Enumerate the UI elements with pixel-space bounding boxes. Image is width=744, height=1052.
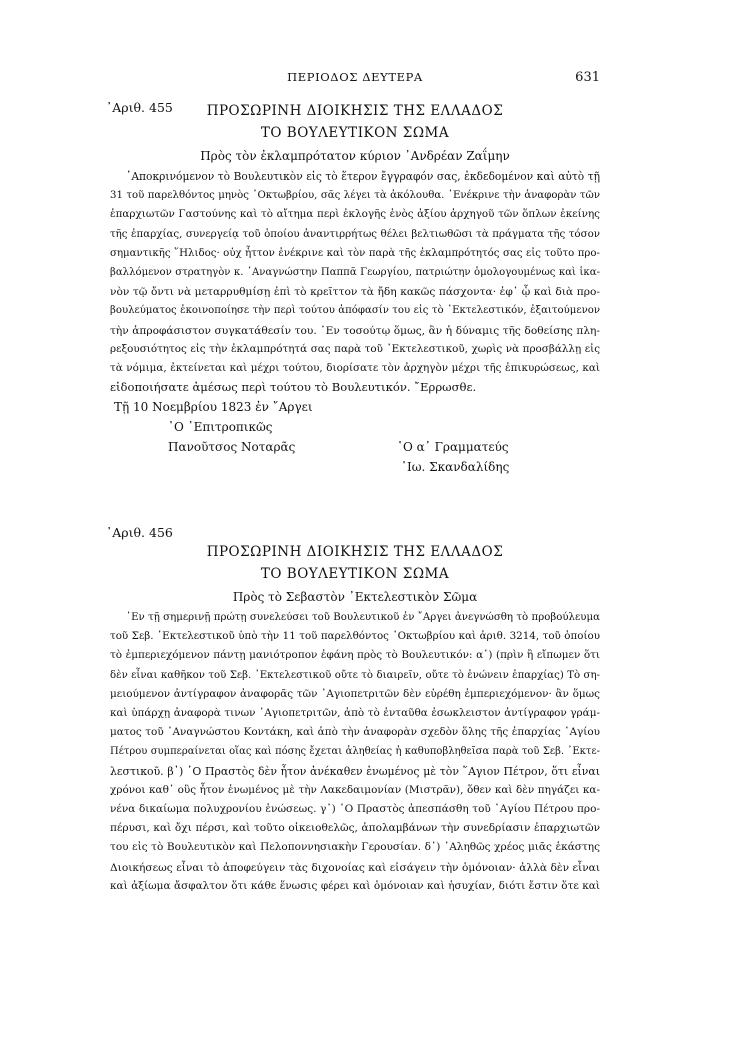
text-line: ἐπαρχιωτῶν Γαστούνης καὶ τὸ αἴτημα περὶ ἐκλογῆς ἑνὸς ἀξίου ἀρχηγοῦ τῶν ὅπλων ἐκείνης (110, 208, 600, 221)
signature-right (397, 437, 509, 477)
signature-left-title: ῾Ο ᾽Επιτροπικῶς (168, 420, 273, 435)
text-line: δὲν εἶναι καθῆκον τοῦ Σεβ. ᾽Εκτελεστικοῦ οὔτε τὸ διαιρεῖν, οὔτε τὸ ἑνώνειν ἐπαρχίας) Τὸ ση- (110, 669, 600, 681)
text-line: τοῦ Σεβ. ᾽Εκτελεστικοῦ ὑπὸ τὴν 11 τοῦ παρελθόντος ᾽Οκτωβρίου καὶ ἀριθ. 3214, τοῦ ὁποίου (110, 630, 600, 643)
text-line: βαλλόμενον στρατηγὸν κ. ᾽Αναγνώστην Παππᾶ Γεωργίου, πατριώτην ὁμολογουμένως καὶ ἱκα- (110, 267, 600, 279)
closing-date: Τῇ 10 Νοεμβρίου 1823 ἐν ῎Αργει (114, 400, 313, 415)
document-subheading: ΤΟ ΒΟΥΛΕΥΤΙΚΟΝ ΣΩΜΑ (260, 566, 450, 582)
text-line: βουλεύματος ἐκοινοποίησε τὴν περὶ τούτου ἀπόφασίν του εἰς τὸ ᾽Εκτελεστικόν, ἐξαιτούμενον (110, 305, 600, 317)
text-line: μειούμενον ἀντίγραφον ἀναφορᾶς τῶν ᾽Αγιοπετριτῶν δὲν εὑρέθη ἐμπεριεχόμενον· ἂν ὅμως (110, 687, 600, 700)
text-line: καὶ ὑπάρχῃ ἀναφορὰ τινων ᾽Αγιοπετριτῶν, ἀπὸ τὸ ἐνταῦθα ἐσωκλειστον ἀντίγραφον γράμ- (110, 707, 600, 720)
addressee: Πρὸς τὸν ἐκλαμπρότατον κύριον ᾽Ανδρέαν Ζαΐμην (200, 149, 510, 163)
text-line: 31 τοῦ παρελθόντος μηνὸς ᾽Οκτωβρίου, σᾶς λέγει τὰ ἀκόλουθα. ᾽Ενέκρινε τὴν ἀναφορὰν τῶν (110, 190, 600, 202)
running-title: ΠΕΡΙΟΔΟΣ ΔΕΥΤΕΡΑ (287, 70, 423, 84)
text-line: καὶ ἀξίωμα ἄσφαλτον ὅτι κάθε ἕνωσις φέρει καὶ ὁμόνοιαν καὶ ἡσυχίαν, διότι ἔστιν ὅτε καὶ (110, 879, 600, 892)
signature-left (152, 417, 295, 457)
document-heading: ΠΡΟΣΩΡΙΝΗ ΔΙΟΙΚΗΣΙΣ ΤΗΣ ΕΛΛΑΔΟΣ (206, 544, 504, 560)
document-number: ᾽Αριθ. 456 (106, 525, 173, 540)
document-number: ᾽Αριθ. 455 (106, 100, 173, 115)
signatures (110, 417, 600, 477)
running-head (110, 70, 600, 88)
page-number: 631 (575, 70, 600, 85)
signature-right-name: ᾽Ιω. Σκανδαλίδης (401, 460, 510, 475)
text-line: σημαντικῆς ῞Ηλιδος· οὐχ ἧττον ἐνέκρινε καὶ τὸν παρὰ τῆς ἐκλαμπρότητός σας εἰς τοῦτο προ- (110, 247, 600, 259)
text-line: τὴν ἀπροφάσιστον συγκατάθεσίν του. ᾽Εν τοσούτῳ ὅμως, ἂν ἡ δύναμις τῆς δοθείσης πλη- (110, 323, 600, 337)
addressee: Πρὸς τὸ Σεβαστὸν ᾽Εκτελεστικὸν Σῶμα (232, 590, 478, 604)
document-body (110, 167, 600, 397)
document-heading: ΠΡΟΣΩΡΙΝΗ ΔΙΟΙΚΗΣΙΣ ΤΗΣ ΕΛΛΑΔΟΣ (206, 103, 504, 119)
signature-left-name: Πανοῦτσος Νοταρᾶς (168, 440, 296, 455)
text-line: ᾽Αποκρινόμενον τὸ Βουλευτικὸν εἰς τὸ ἕτερον ἔγγραφόν σας, ἐκδεδομένον καὶ αὐτὸ τῇ (126, 170, 600, 183)
text-line: τὸ ἐμπεριεχόμενον πάντῃ μανιότροπον ἐφάνη πρὸς τὸ Βουλευτικόν: α᾽) (πρὶν ἢ εἴπωμεν ὅτι (110, 649, 600, 662)
text-line: ᾽Εν τῇ σημερινῇ πρώτῃ συνελεύσει τοῦ Βουλευτικοῦ ἐν ῎Αργει ἀνεγνώσθη τὸ προβούλευμα (126, 612, 600, 623)
text-line: τὰ νόμιμα, ἐκτείνεται καὶ μέχρι τούτου, διορίσατε τὸν ἀρχηγὸν μέχρι τῆς ἐπικυρώσεως, καὶ (110, 362, 600, 375)
text-line: τῆς ἐπαρχίας, συνεργείᾳ τοῦ ὁποίου ἀναντιρρήτως θέλει βελτιωθῶσι τὰ πράγματα τῆς τόσον (110, 227, 600, 240)
text-line: λεστικοῦ. β᾽) ῾Ο Πραστὸς δὲν ἦτον ἀνέκαθεν ἑνωμένος μὲ τὸν ῞Αγιον Πέτρον, ὅτι εἶναι (110, 764, 600, 778)
text-line: Διοικήσεως εἶναι τὸ ἀποφεύγειν τὰς διχονοίας καὶ εἰσάγειν τὴν ὁμόνοιαν· ἀλλὰ δὲν εἶναι (110, 860, 600, 874)
document-subheading: ΤΟ ΒΟΥΛΕΥΤΙΚΟΝ ΣΩΜΑ (260, 125, 450, 141)
text-line: πέρυσι, καὶ ὄχι πέρσι, καὶ τοῦτο οἰκειοθελῶς, ἀπολαμβάνων τὴν συνεδρίασιν ἐπαρχιωτῶν (110, 822, 600, 835)
document-455 (106, 100, 600, 477)
text-line: Πέτρου συμπεραίνεται οἵας καὶ πόσης ἔχεται ἀληθείας ἡ καθυποβληθεῖσα παρὰ τοῦ Σεβ. ᾽Εκτε- (110, 746, 600, 758)
text-line: ρεξουσιότητος εἰς τὴν ἐκλαμπρότητά σας παρὰ τοῦ ᾽Εκτελεστικοῦ, χωρὶς νὰ προσβάλλῃ εἰς (110, 342, 600, 355)
text-line: του εἰς τὸ Βουλευτικὸν καὶ Πελοποννησιακὴν Γερουσίαν. δ᾽) ᾽Αληθῶς χρέος μιᾶς ἑκάστης (110, 841, 600, 854)
document-456 (106, 525, 600, 896)
text-line: ματος τοῦ ᾽Αναγνώστου Κοντάκη, καὶ ἀπὸ τὴν ἀναφορὰν σχεδὸν ὅλης τῆς ἐπαρχίας ῾Αγίου (110, 726, 600, 739)
text-line: εἰδοποιήσατε ἀμέσως περὶ τούτου τὸ Βουλευτικόν. ῎Ερρωσθε. (110, 380, 477, 395)
text-line: χρόνοι καθ᾽ οὓς ἦτον ἑνωμένος μὲ τὴν Λακεδαιμονίαν (Μιστρᾶν), ὅθεν καὶ δὲν πηγάζει κα- (110, 783, 600, 796)
text-line: νὸν τῷ ὄντι νὰ μεταρρυθμίσῃ ἐπὶ τὸ κρεῖττον τὰ ἤδη κακῶς πάσχοντα· ἐφ᾽ ᾧ καὶ διὰ προ- (110, 285, 600, 299)
signature-right-title: ῾Ο α᾽ Γραμματεύς (397, 440, 509, 455)
text-line: νένα δικαίωμα πολυχρονίου ἑνώσεως. γ᾽) ῾Ο Πραστὸς ἀπεσπάσθη τοῦ ῾Αγίου Πέτρου προ- (110, 803, 600, 816)
document-body (110, 608, 600, 896)
